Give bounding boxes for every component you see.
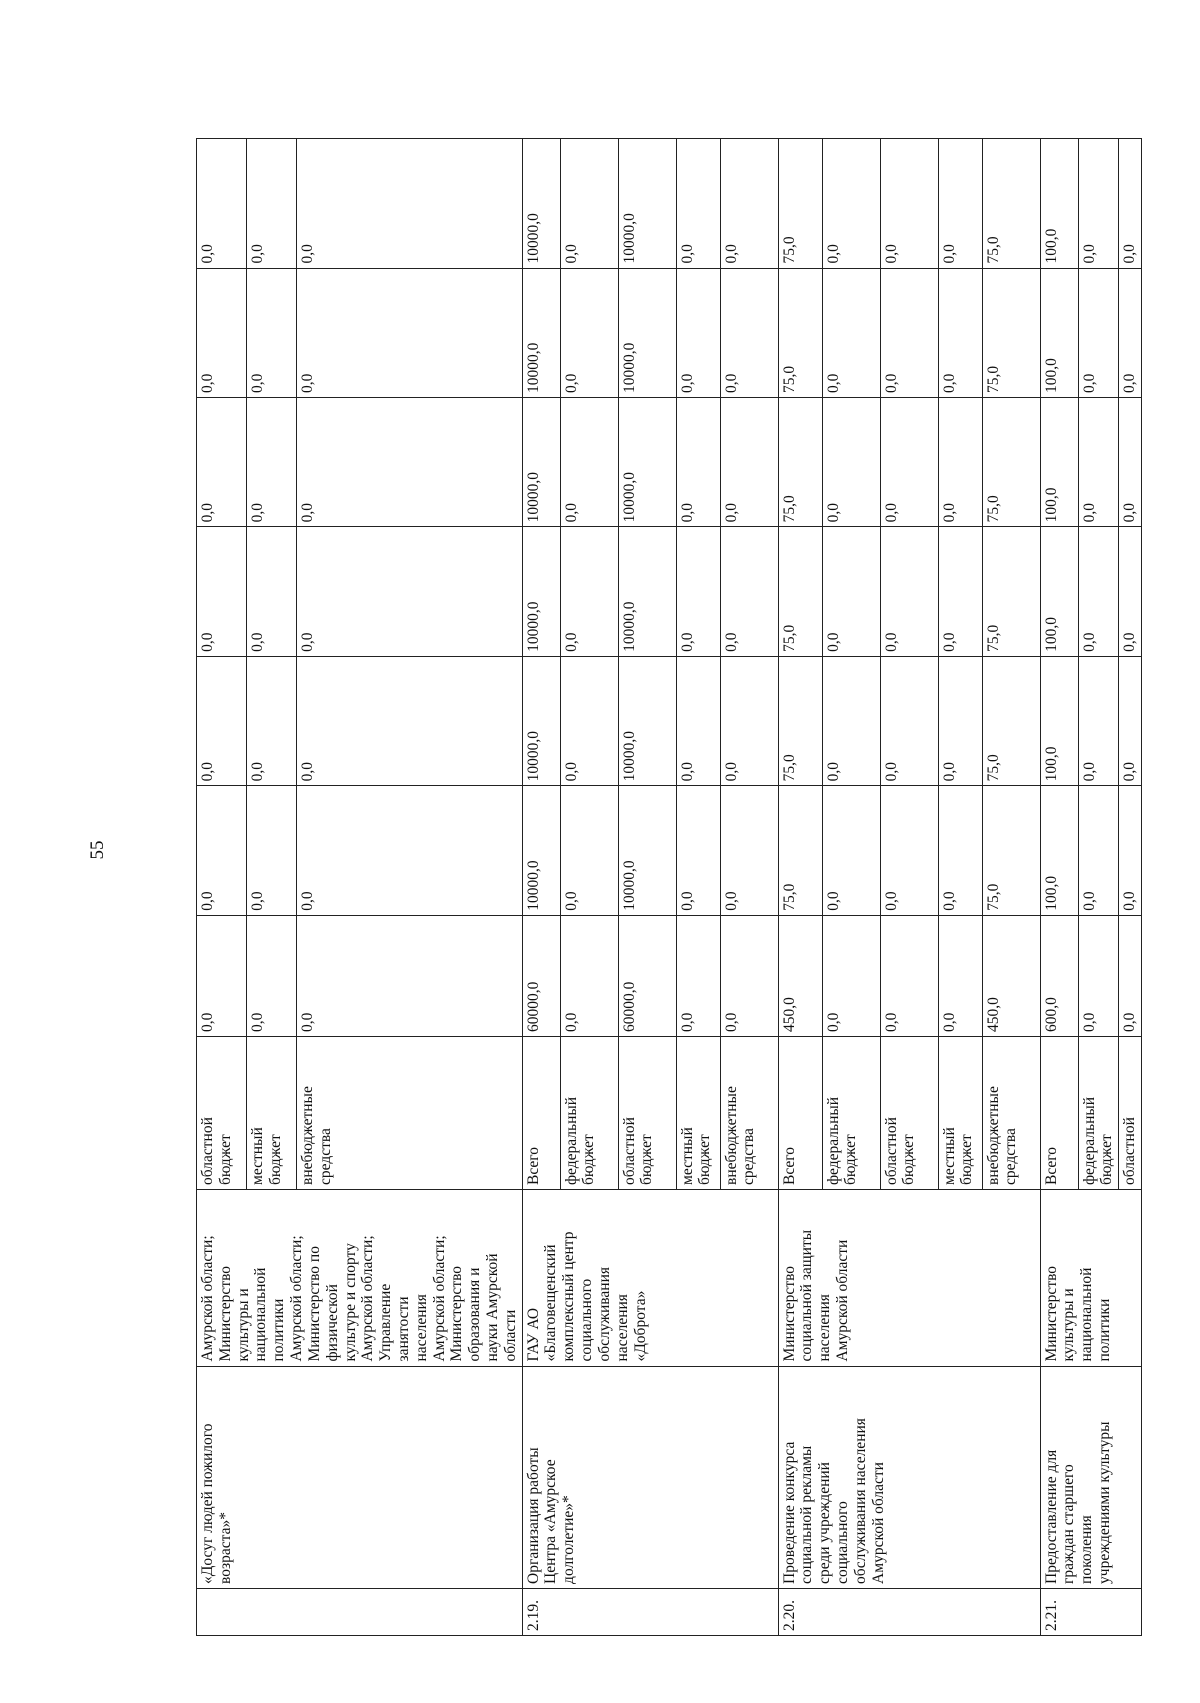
table-row [197,139,247,1636]
page-number: 55 [87,840,108,860]
year-value: 0,0 [247,397,297,526]
item-executor: Министерство социальной защиты населения Амурской области [778,1189,1040,1366]
item-name: Предоставление для граждан старшего поколения учреждениями культуры [1040,1366,1141,1588]
total-value: 0,0 [1119,915,1142,1036]
year-value: 100,0 [1040,268,1078,397]
year-value: 0,0 [822,527,880,656]
funding-source: областной [1119,1037,1142,1190]
year-value: 0,0 [880,268,938,397]
year-value: 0,0 [1119,139,1142,269]
funding-source: Всего [1040,1037,1078,1190]
year-value: 0,0 [297,656,523,785]
funding-source: внебюджетные средства [297,1037,523,1190]
year-value: 0,0 [297,139,523,269]
year-value: 0,0 [676,268,720,397]
year-value: 0,0 [1078,397,1119,526]
year-value: 0,0 [822,139,880,269]
item-executor: ГАУ АО «Благовещенский комплексный центр социального обслуживания населения «Доброта» [522,1189,778,1366]
year-value: 0,0 [197,397,247,526]
year-value: 0,0 [1078,527,1119,656]
year-value: 0,0 [938,786,982,915]
total-value: 60000,0 [522,915,560,1036]
item-name: «Досуг людей пожилого возраста»* [197,1366,523,1588]
year-value: 0,0 [247,527,297,656]
funding-source: областной бюджет [197,1037,247,1190]
funding-source: областной бюджет [880,1037,938,1190]
total-value: 0,0 [247,915,297,1036]
year-value: 100,0 [1040,527,1078,656]
funding-source: внебюджетные средства [982,1037,1040,1190]
total-value: 60000,0 [618,915,676,1036]
year-value: 0,0 [676,527,720,656]
funding-source: федеральный бюджет [1078,1037,1119,1190]
year-value: 0,0 [822,397,880,526]
year-value: 100,0 [1040,139,1078,269]
item-executor: Амурской области; Министерство культуры и национальной политики Амурской области; Министерство по физической культуре и спорту Амурской области; Управление занятости населения Амурской области; Министерство образования и науки Амурской области [197,1189,523,1366]
year-value: 75,0 [778,397,822,526]
item-number [197,1588,523,1635]
table-row [778,139,822,1636]
funding-source: местный бюджет [247,1037,297,1190]
year-value: 0,0 [1119,527,1142,656]
year-value: 10000,0 [618,527,676,656]
year-value: 0,0 [822,786,880,915]
year-value: 0,0 [720,139,778,269]
year-value: 0,0 [938,656,982,785]
year-value: 75,0 [778,268,822,397]
year-value: 75,0 [982,397,1040,526]
item-name: Проведение конкурса социальной рекламы среди учреждений социального обслуживания населения Амурской области [778,1366,1040,1588]
year-value: 75,0 [778,139,822,269]
year-value: 0,0 [560,656,618,785]
year-value: 0,0 [676,397,720,526]
item-number: 2.21. [1040,1588,1141,1635]
total-value: 600,0 [1040,915,1078,1036]
total-value: 0,0 [297,915,523,1036]
year-value: 0,0 [822,268,880,397]
year-value: 10000,0 [618,656,676,785]
item-name: Организация работы Центра «Амурское долголетие»* [522,1366,778,1588]
year-value: 0,0 [560,397,618,526]
funding-source: внебюджетные средства [720,1037,778,1190]
funding-source: Всего [522,1037,560,1190]
year-value: 75,0 [778,656,822,785]
year-value: 0,0 [297,527,523,656]
year-value: 10000,0 [522,786,560,915]
item-executor: Министерство культуры и национальной политики [1040,1189,1141,1366]
year-value: 0,0 [197,139,247,269]
year-value: 0,0 [676,139,720,269]
funding-source: федеральный бюджет [560,1037,618,1190]
year-value: 75,0 [982,527,1040,656]
year-value: 0,0 [560,527,618,656]
year-value: 0,0 [880,786,938,915]
year-value: 0,0 [197,268,247,397]
table-row [1040,139,1078,1636]
year-value: 0,0 [938,268,982,397]
total-value: 450,0 [778,915,822,1036]
year-value: 0,0 [1119,268,1142,397]
year-value: 0,0 [297,786,523,915]
year-value: 0,0 [720,786,778,915]
year-value: 0,0 [197,527,247,656]
year-value: 0,0 [1078,786,1119,915]
year-value: 0,0 [676,656,720,785]
item-number: 2.20. [778,1588,1040,1635]
budget-table [196,138,1142,1636]
total-value: 0,0 [720,915,778,1036]
total-value: 0,0 [676,915,720,1036]
year-value: 10000,0 [522,656,560,785]
year-value: 0,0 [720,656,778,785]
year-value: 0,0 [1119,397,1142,526]
year-value: 0,0 [247,139,297,269]
item-number: 2.19. [522,1588,778,1635]
year-value: 0,0 [822,656,880,785]
year-value: 0,0 [720,527,778,656]
year-value: 0,0 [880,656,938,785]
total-value: 0,0 [880,915,938,1036]
year-value: 100,0 [1040,786,1078,915]
year-value: 75,0 [982,656,1040,785]
funding-source: местный бюджет [676,1037,720,1190]
year-value: 75,0 [778,786,822,915]
table-row [522,139,560,1636]
year-value: 0,0 [1078,268,1119,397]
total-value: 450,0 [982,915,1040,1036]
year-value: 10000,0 [522,139,560,269]
total-value: 0,0 [197,915,247,1036]
funding-source: областной бюджет [618,1037,676,1190]
year-value: 0,0 [676,786,720,915]
year-value: 10000,0 [618,397,676,526]
year-value: 75,0 [982,786,1040,915]
year-value: 0,0 [938,139,982,269]
funding-source: Всего [778,1037,822,1190]
year-value: 10000,0 [618,268,676,397]
year-value: 0,0 [560,139,618,269]
year-value: 0,0 [297,397,523,526]
year-value: 0,0 [880,527,938,656]
year-value: 0,0 [938,397,982,526]
year-value: 10000,0 [618,786,676,915]
year-value: 0,0 [1078,656,1119,785]
year-value: 0,0 [247,656,297,785]
year-value: 0,0 [197,656,247,785]
year-value: 0,0 [197,786,247,915]
year-value: 10000,0 [618,139,676,269]
year-value: 0,0 [560,786,618,915]
funding-source: федеральный бюджет [822,1037,880,1190]
funding-source: местный бюджет [938,1037,982,1190]
year-value: 0,0 [247,268,297,397]
year-value: 10000,0 [522,527,560,656]
year-value: 0,0 [880,397,938,526]
year-value: 0,0 [297,268,523,397]
year-value: 75,0 [982,139,1040,269]
year-value: 10000,0 [522,268,560,397]
year-value: 0,0 [938,527,982,656]
year-value: 100,0 [1040,656,1078,785]
year-value: 0,0 [720,397,778,526]
year-value: 0,0 [1119,656,1142,785]
year-value: 10000,0 [522,397,560,526]
total-value: 0,0 [938,915,982,1036]
year-value: 0,0 [880,139,938,269]
total-value: 0,0 [1078,915,1119,1036]
total-value: 0,0 [560,915,618,1036]
year-value: 75,0 [982,268,1040,397]
year-value: 0,0 [247,786,297,915]
total-value: 0,0 [822,915,880,1036]
rotated-table-area [196,138,1139,1636]
year-value: 0,0 [560,268,618,397]
year-value: 0,0 [1078,139,1119,269]
year-value: 0,0 [720,268,778,397]
year-value: 75,0 [778,527,822,656]
year-value: 0,0 [1119,786,1142,915]
year-value: 100,0 [1040,397,1078,526]
